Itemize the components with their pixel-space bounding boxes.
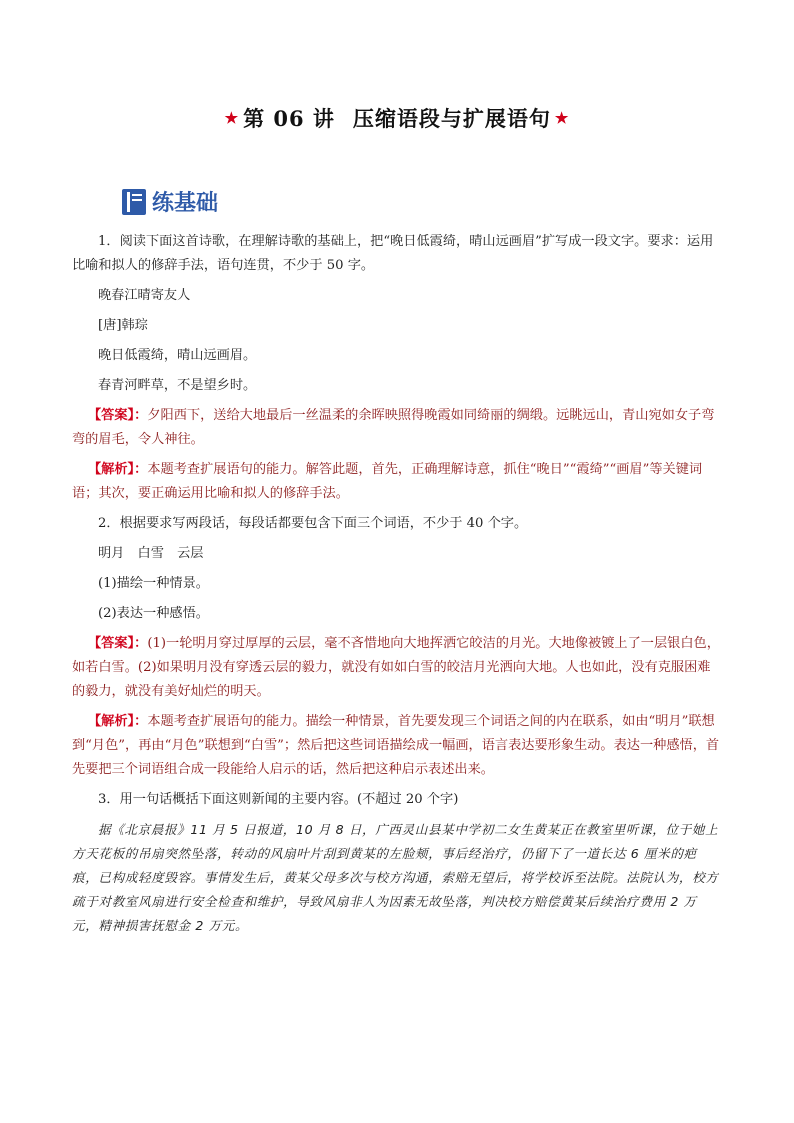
question-2-requirement: (1)描绘一种情景。 (98, 576, 209, 591)
lecture-number: 第 06 讲 (243, 106, 335, 131)
answer-text: (1)一轮明月穿过厚厚的云层，毫不吝惜地向大地挥洒它皎洁的月光。大地像被镀上了一层银白色，如若白雪。(2)如果明月没有穿透云层的毅力，就没有如如白雪的皎洁月光洒向大地。人也如此，没有克服困难的毅力，就没有美好灿烂的明天。 (72, 636, 720, 699)
poem-title: 晚春江晴寄友人 (98, 288, 191, 303)
question-1-analysis (72, 458, 722, 506)
lecture-title: 压缩语段与扩展语句 (352, 106, 551, 131)
poem-line: 春青河畔草，不是望乡时。 (98, 378, 257, 393)
poem-author: [唐]韩琮 (98, 318, 148, 333)
question-2-stem: 2．根据要求写两段话，每段话都要包含下面三个词语，不少于 40 个字。 (98, 516, 528, 531)
section-label: 练基础 (152, 191, 219, 216)
answer-tag: 【答案】： (88, 636, 148, 651)
star-icon: ★ (224, 109, 240, 127)
question-2-analysis (72, 710, 722, 782)
poem-line: 晚日低霞绮，晴山远画眉。 (98, 348, 257, 363)
question-2-answer (72, 632, 722, 704)
content-body (72, 230, 722, 938)
answer-text: 夕阳西下，送给大地最后一丝温柔的余晖映照得晚霞如同绮丽的绸缎。远眺远山，青山宛如女子弯弯的眉毛，令人神往。 (72, 408, 715, 447)
question-2-requirement: (2)表达一种感悟。 (98, 606, 209, 621)
section-heading (122, 186, 218, 217)
analysis-tag: 【解析】： (88, 462, 148, 477)
question-1-stem: 1．阅读下面这首诗歌，在理解诗歌的基础上，把“晚日低霞绮，晴山远画眉”扩写成一段文字。要求：运用比喻和拟人的修辞手法，语句连贯，不少于 50 字。 (72, 234, 714, 273)
analysis-text: 本题考查扩展语句的能力。解答此题，首先，正确理解诗意，抓住“晚日”“霞绮”“画眉”等关键词语；其次，要正确运用比喻和拟人的修辞手法。 (72, 462, 703, 501)
question-3-stem: 3．用一句话概括下面这则新闻的主要内容。(不超过 20 个字) (98, 792, 459, 807)
question-1-answer (72, 404, 722, 452)
star-icon: ★ (554, 109, 570, 127)
question-2-words: 明月 白雪 云层 (98, 546, 204, 561)
answer-tag: 【答案】： (88, 408, 148, 423)
page-title (0, 103, 794, 133)
book-icon (122, 189, 146, 215)
analysis-text: 本题考查扩展语句的能力。描绘一种情景，首先要发现三个词语之间的内在联系，如由“明月”联想到“月色”，再由“月色”联想到“白雪”；然后把这些词语描绘成一幅画，语言表达要形象生动。表达一种感悟，首先要把三个词语组合成一段能给人启示的话，然后把这种启示表述出来。 (72, 714, 720, 777)
analysis-tag: 【解析】： (88, 714, 148, 729)
news-passage: 据《北京晨报》11 月 5 日报道，10 月 8 日，广西灵山县某中学初二女生黄某正在教室里听课，位于她上方天花板的吊扇突然坠落，转动的风扇叶片刮到黄某的左脸颊，事后经治疗，仍留下了一道长达 6 厘米的疤痕，已构成轻度毁容。事情发生后，黄某父母多次与校方沟通，索赔无望后，将学校诉至法院。法院认为，校方疏于对教室风扇进行安全检查和维护，导致风扇非人为因素无故坠落，判决校方赔偿黄某后续治疗费用 2 万元，精神损害抚慰金 2 万元。 (72, 822, 719, 933)
